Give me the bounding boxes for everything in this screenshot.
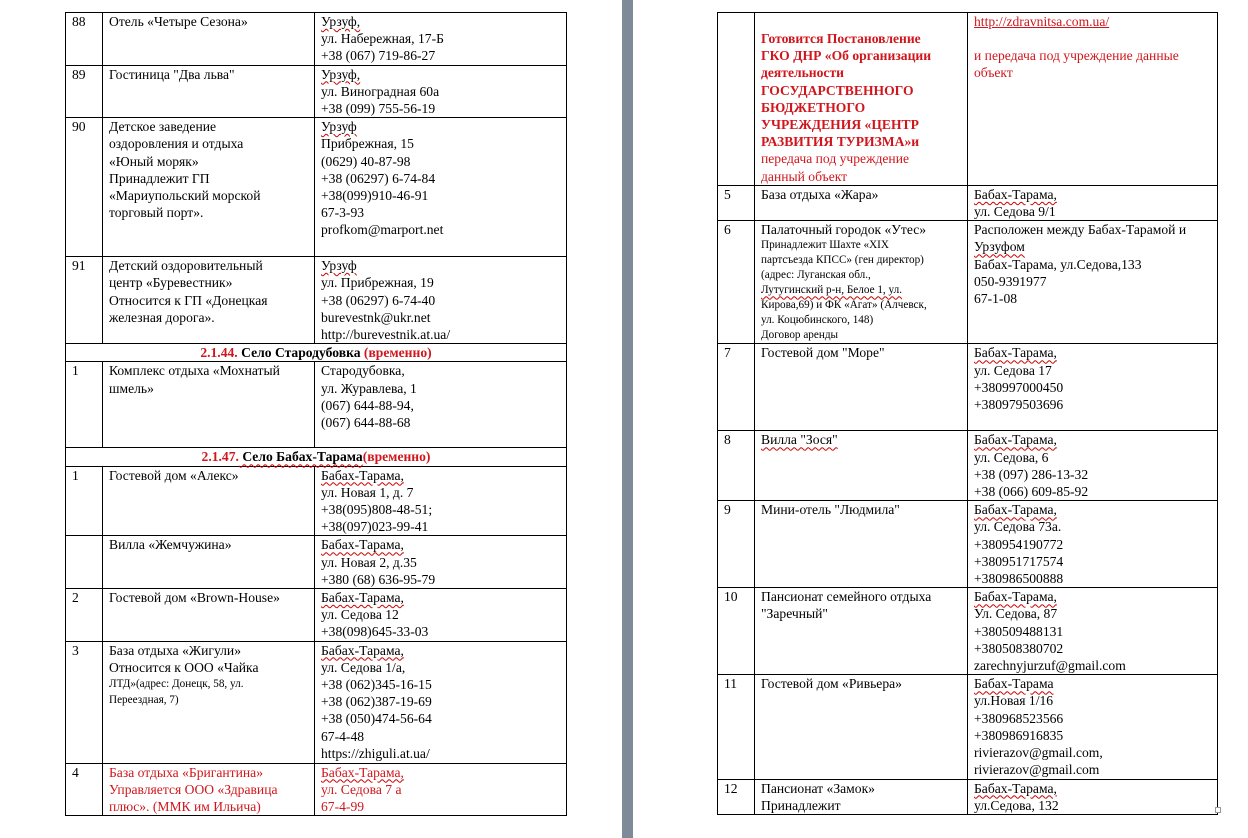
row-number: 3 (66, 641, 103, 763)
table-row (66, 65, 567, 118)
object-name: База отдыха «Жигули» Относится к ООО «Чайка ЛТД»(адрес: Донецк, 58, ул. Переездная, 7) (103, 641, 315, 763)
object-contacts: Бабах-Тарама, ул. Седова 17 +380997000450 +380979503696 (968, 344, 1218, 431)
object-name: Отель «Четыре Сезона» (103, 13, 315, 66)
row-number: 7 (718, 344, 755, 431)
object-contacts: Бабах-Тарама, ул. Седова, 6 +38 (097) 286-13-32 +38 (066) 609-85-92 (968, 431, 1218, 501)
table-row (718, 344, 1218, 431)
object-contacts: Бабах-Тарама, ул. Седова 7 а 67-4-99 (315, 763, 567, 816)
row-number: 90 (66, 118, 103, 257)
table-row (718, 185, 1218, 220)
row-number: 10 (718, 588, 755, 675)
row-number: 88 (66, 13, 103, 66)
object-contacts: Урзуф ул. Прибрежная, 19 +38 (06297) 6-74-40 burevestnk@ukr.net http://burevestnik.at.ua/ (315, 257, 567, 344)
table-row (66, 257, 567, 344)
table-row (718, 13, 1218, 186)
object-contacts: Бабах-Тарама, ул. Новая 1, д. 7 +38(095)808-48-51; +38(097)023-99-41 (315, 466, 567, 536)
table-row (718, 431, 1218, 501)
right-page (633, 0, 1248, 838)
object-contacts: Урзуф, ул. Набережная, 17-Б +38 (067) 719-86-27 (315, 13, 567, 66)
table-row (66, 763, 567, 816)
row-number: 91 (66, 257, 103, 344)
object-name: Детское заведение оздоровления и отдыха «Юный моряк» Принадлежит ГП «Мариупольский морской торговый порт». (103, 118, 315, 257)
table-row (718, 675, 1218, 779)
section-heading-row (66, 344, 567, 362)
object-contacts: Стародубовка, ул. Журавлева, 1 (067) 644-88-94, (067) 644-88-68 (315, 362, 567, 448)
object-contacts: Урзуф, ул. Виноградная 60а +38 (099) 755-56-19 (315, 65, 567, 118)
table-row (66, 466, 567, 536)
object-name: База отдыха «Жара» (755, 185, 968, 220)
section-heading: 2.1.47. Село Бабах-Тарама(временно) (66, 448, 567, 466)
object-contacts: Бабах-Тарама, ул. Седова 73а. +380954190772 +380951717574 +380986500888 (968, 501, 1218, 588)
table-row (718, 779, 1218, 814)
object-contacts: Бабах-Тарама, ул. Седова 9/1 (968, 185, 1218, 220)
section-heading-row (66, 448, 567, 466)
table-row (66, 536, 567, 589)
row-number: 1 (66, 466, 103, 536)
row-number: 2 (66, 589, 103, 642)
row-number: 8 (718, 431, 755, 501)
object-contacts: Бабах-Тарама, Ул. Седова, 87 +380509488131 +380508380702 zarechnyjurzuf@gmail.com (968, 588, 1218, 675)
object-name: Детский оздоровительный центр «Буревестник» Относится к ГП «Донецкая железная дорога». (103, 257, 315, 344)
row-number: 5 (718, 185, 755, 220)
table-resize-handle[interactable] (1215, 807, 1221, 813)
object-name: База отдыха «Бригантина» Управляется ООО «Здравица плюс». (ММК им Ильича) (103, 763, 315, 816)
object-contacts: Бабах-Тарама, ул. Новая 2, д.35 +380 (68) 636-95-79 (315, 536, 567, 589)
page-gutter (622, 0, 633, 838)
object-name: Гостевой дом «Brown-House» (103, 589, 315, 642)
table-row (66, 13, 567, 66)
row-number: 1 (66, 362, 103, 448)
object-contacts: Бабах-Тарама, ул. Седова 12 +38(098)645-33-03 (315, 589, 567, 642)
row-number: 6 (718, 221, 755, 344)
object-contacts: Бабах-Тарама ул.Новая 1/16 +380968523566 +380986916835 rivierazov@gmail.com, rivierazov@gmail.com (968, 675, 1218, 779)
object-name: Вилла "Зося" (755, 431, 968, 501)
object-name: Мини-отель "Людмила" (755, 501, 968, 588)
object-name: Гостевой дом «Ривьера» (755, 675, 968, 779)
object-contacts: Расположен между Бабах-Тарамой и Урзуфом Бабах-Тарама, ул.Седова,133 050-9391977 67-1-08 (968, 221, 1218, 344)
row-number: 11 (718, 675, 755, 779)
object-contacts: Бабах-Тарама, ул.Седова, 132 (968, 779, 1218, 814)
object-contacts: Урзуф Прибрежная, 15 (0629) 40-87-98 +38 (06297) 6-74-84 +38(099)910-46-91 67-3-93 profkom@marport.net (315, 118, 567, 257)
object-name: Комплекс отдыха «Мохнатый шмель» (103, 362, 315, 448)
object-name: Гостевой дом "Море" (755, 344, 968, 431)
object-name: Пансионат семейного отдыха "Заречный" (755, 588, 968, 675)
row-number: 12 (718, 779, 755, 814)
table-row (66, 362, 567, 448)
right-table (717, 12, 1218, 815)
table-row (718, 221, 1218, 344)
row-number (718, 13, 755, 186)
row-number: 89 (66, 65, 103, 118)
table-row (66, 118, 567, 257)
left-table (65, 12, 567, 816)
table-row (66, 641, 567, 763)
left-page (0, 0, 622, 838)
row-number: 4 (66, 763, 103, 816)
row-number (66, 536, 103, 589)
section-heading: 2.1.44. Село Стародубовка (временно) (66, 344, 567, 362)
table-row (66, 589, 567, 642)
object-name: Гостевой дом «Алекс» (103, 466, 315, 536)
object-name: Гостиница "Два льва" (103, 65, 315, 118)
object-name: Готовится Постановление ГКО ДНР «Об организации деятельности ГОСУДАРСТВЕННОГО БЮДЖЕТНОГО УЧРЕЖДЕНИЯ «ЦЕНТР РАЗВИТИЯ ТУРИЗМА»и передача под учреждение данный объект (755, 13, 968, 186)
object-name: Пансионат «Замок» Принадлежит (755, 779, 968, 814)
row-number: 9 (718, 501, 755, 588)
object-contacts: http://zdravnitsa.com.ua/ и передача под учреждение данные объект (968, 13, 1218, 186)
website-link[interactable]: http://zdravnitsa.com.ua/ (974, 14, 1110, 29)
table-row (718, 588, 1218, 675)
table-row (718, 501, 1218, 588)
object-name: Вилла «Жемчужина» (103, 536, 315, 589)
object-contacts: Бабах-Тарама, ул. Седова 1/а, +38 (062)345-16-15 +38 (062)387-19-69 +38 (050)474-56-64 67-4-48 https://zhiguli.at.ua/ (315, 641, 567, 763)
object-name: Палаточный городок «Утес» Принадлежит Шахте «XIX партсъезда КПСС» (ген директор) (адрес: Луганская обл., Лутугинский р-н, Белое 1, ул. Кирова,69) и ФК «Агат» (Алчевск, ул. Коцюбинского, 148) Договор аренды (755, 221, 968, 344)
